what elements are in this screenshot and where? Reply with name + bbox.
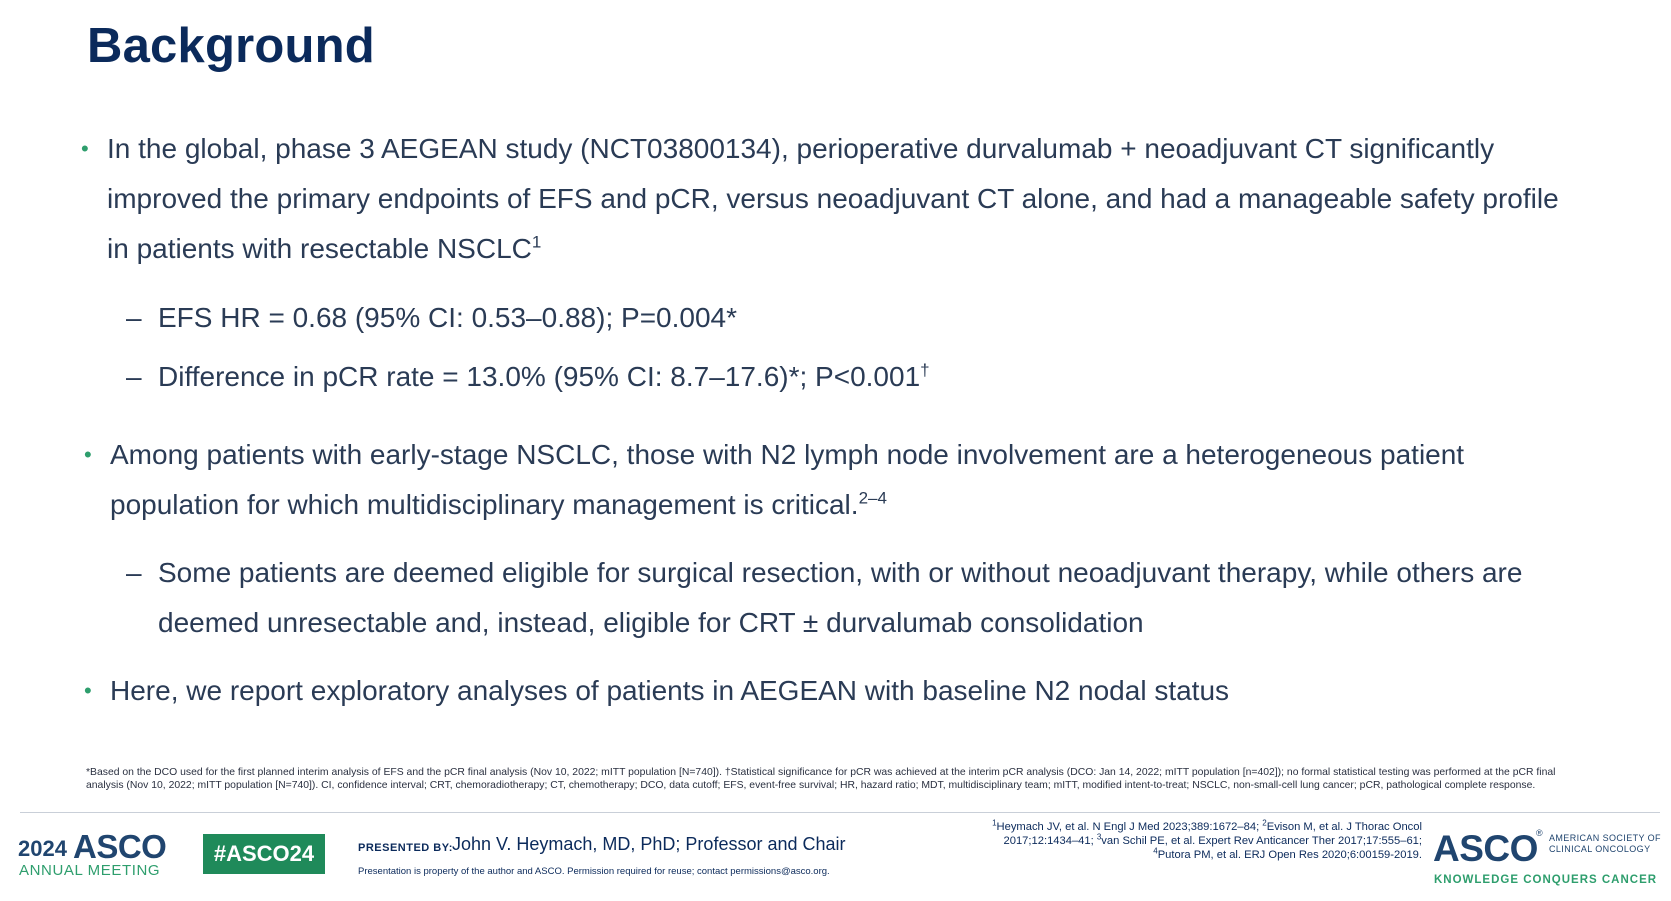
ref-number: 3 <box>1096 832 1102 842</box>
bullet-dot: • <box>84 442 92 467</box>
hashtag-badge: #ASCO24 <box>203 834 325 874</box>
footnote-superscript: † <box>920 360 930 380</box>
sub-bullet-eligibility <box>126 548 1588 648</box>
sub-bullet-text: Difference in pCR rate = 13.0% (95% CI: 8.7–17.6)*; P<0.001 <box>158 361 921 392</box>
ref-number: 1 <box>992 818 997 828</box>
dash-mark: – <box>126 361 142 392</box>
ref-number: 4 <box>1153 846 1158 856</box>
logo-year: 2024 <box>18 836 67 861</box>
reference-3: van Schil PE, et al. Expert Rev Anticancer Ther 2017;17:555–61; <box>1101 835 1422 847</box>
bullet-dot: • <box>84 678 92 703</box>
logo-name: ASCO <box>73 828 167 865</box>
bullet-text: Among patients with early-stage NSCLC, those with N2 lymph node involvement are a heterogeneous patient population for which multidisciplinary management is critical. <box>110 439 1465 520</box>
logo-subtitle: ANNUAL MEETING <box>19 862 161 879</box>
bullet-text: Here, we report exploratory analyses of patients in AEGEAN with baseline N2 nodal status <box>110 675 1230 706</box>
bullet-text: In the global, phase 3 AEGEAN study (NCT03800134), perioperative durvalumab + neoadjuvant CT significantly improved the primary endpoints of EFS and pCR, versus neoadjuvant CT alone, and had a manageable safety profile in patients with resectable NSCLC <box>107 133 1559 264</box>
bullet-dot: • <box>81 136 89 161</box>
reference-4: Putora PM, et al. ERJ Open Res 2020;6:00159-2019. <box>1157 849 1422 861</box>
footer <box>0 814 1671 901</box>
asco-tagline: KNOWLEDGE CONQUERS CANCER <box>1434 874 1658 886</box>
presented-by-label: PRESENTED BY: <box>358 842 453 854</box>
slide-title: Background <box>87 19 375 73</box>
dash-mark: – <box>126 557 142 588</box>
footnotes: *Based on the DCO used for the first planned interim analysis of EFS and the pCR final analysis (Nov 10, 2022; mITT population [N=740]). †Statistical significance for pCR was achieved at the interim pCR analysis (DCO: Jan 14, 2022; mITT population [n=402]); no formal statistical testing was performed at the pCR final analysis (Nov 10, 2022; mITT population [N=740]). CI, confidence interval; CRT, chemoradiotherapy; CT, chemotherapy; DCO, data cutoff; EFS, event-free survival; HR, hazard ratio; MDT, multidisciplinary team; mITT, modified intent-to-treat; NSCLC, non-small-cell lung cancer; pCR, pathological complete response. <box>86 767 1556 791</box>
sub-bullet-text: Some patients are deemed eligible for surgical resection, with or without neoadjuvant therapy, while others are deemed unresectable and, instead, eligible for CRT ± durvalumab consolidation <box>158 557 1523 638</box>
reference-superscript: 1 <box>531 232 542 252</box>
dash-mark: – <box>126 302 142 333</box>
bullet-aegean-results <box>81 124 1587 274</box>
ref-number: 2 <box>1262 818 1267 828</box>
sub-bullet-pcr-difference <box>126 352 1578 402</box>
sub-bullet-text: EFS HR = 0.68 (95% CI: 0.53–0.88); P=0.004* <box>158 302 738 333</box>
society-line-2: CLINICAL ONCOLOGY <box>1549 844 1651 854</box>
sub-bullet-efs-hr <box>126 293 1578 343</box>
references <box>980 820 1422 862</box>
bullet-exploratory-analyses <box>84 666 1590 716</box>
reference-superscript: 2–4 <box>858 488 887 508</box>
registered-mark: ® <box>1536 828 1543 838</box>
bullet-n2-involvement <box>84 430 1590 530</box>
asco-logo-text: ASCO <box>1433 828 1538 869</box>
reference-2: Evison M, et al. J Thorac Oncol 2017;12:1434–41; <box>1003 821 1422 847</box>
property-notice: Presentation is property of the author and ASCO. Permission required for reuse; contact permissions@asco.org. <box>358 866 830 877</box>
reference-1: Heymach JV, et al. N Engl J Med 2023;389:1672–84; <box>996 821 1263 833</box>
presenter-name: John V. Heymach, MD, PhD; Professor and Chair <box>452 834 846 854</box>
society-line-1: AMERICAN SOCIETY OF <box>1549 833 1661 843</box>
footer-divider <box>20 812 1660 813</box>
asco-society-name <box>1549 833 1661 855</box>
